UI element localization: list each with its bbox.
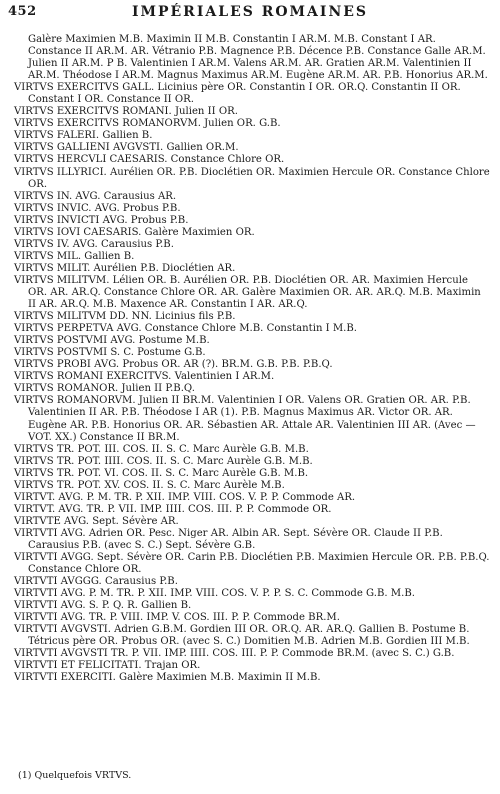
list-item: VIRTVS EXERCITVS ROMANORVM. Julien OR. G.B. — [14, 118, 281, 130]
list-item: Galère Maximien M.B. Maximin II M.B. Constantin I AR.M. M.B. Constant I AR. Constance II AR.M. AR. Vétranio P.B. Magnence P.B. Décence P.B. Constance Galle AR.M. Julien II AR.M. P B. Valentinien I AR.M. Valens AR.M. AR. Gratien AR.M. Valentinien II AR.M. Théodose I AR.M. Magnus Maximus AR.M. Eugène AR.M. AR. P.B. Honorius AR.M. — [28, 34, 488, 82]
list-item: VIRTVTI EXERCITI. Galère Maximien M.B. Maximin II M.B. — [14, 672, 321, 684]
list-item: VIRTVTI AVG. P. M. TR. P. XII. IMP. VIII. COS. V. P. P. S. C. Commode G.B. M.B. — [14, 588, 415, 600]
page-title: IMPÉRIALES ROMAINES — [131, 4, 369, 20]
list-item: VIRTVS TR. POT. III. COS. II. S. C. Marc Aurèle G.B. M.B. — [14, 443, 309, 455]
page-number: 452 — [8, 4, 37, 19]
list-item: VIRTVS EXERCITVS ROMANI. Julien II OR. — [14, 106, 238, 118]
list-item: VIRTVS HERCVLI CAESARIS. Constance Chlore OR. — [14, 154, 285, 166]
list-item: VIRTVTI AVGVSTI TR. P. VII. IMP. IIII. COS. III. P. P. Commode BR.M. (avec S. C.) G.B. — [14, 648, 455, 660]
list-item: VIRTVTI AVG. Adrien OR. Pesc. Niger AR. Albin AR. Sept. Sévère OR. Claude II P.B. Carausius P.B. (avec S. C.) Sept. Sévère G.B. — [14, 527, 443, 551]
list-item: VIRTVS TR. POT. IIII. COS. II. S. C. Marc Aurèle G.B. M.B. — [14, 455, 313, 467]
list-item: VIRTVS EXERCITVS GALL. Licinius père OR. Constantin I OR. OR.Q. Constantin II OR. Constant I OR. Constance II OR. — [14, 82, 461, 106]
list-item: VIRTVS PROBI AVG. Probus OR. AR (?). BR.M. G.B. P.B. P.B.Q. — [14, 359, 333, 371]
list-item: VIRTVS POSTVMI AVG. Postume M.B. — [14, 335, 210, 347]
list-item: VIRTVS FALERI. Gallien B. — [14, 130, 153, 142]
list-item: VIRTVTI AVG. TR. P. VIII. IMP. V. COS. III. P. P. Commode BR.M. — [14, 612, 340, 624]
list-item: VIRTVTI AVG. S. P. Q. R. Gallien B. — [14, 600, 192, 612]
list-item: VIRTVS IN. AVG. Carausius AR. — [14, 190, 177, 202]
list-item: VIRTVT. AVG. P. M. TR. P. XII. IMP. VIII. COS. V. P. P. Commode AR. — [14, 491, 356, 503]
list-item: VIRTVS ROMANI EXERCITVS. Valentinien I AR.M. — [14, 371, 275, 383]
list-item: VIRTVT. AVG. TR. P. VII. IMP. IIII. COS. III. P. P. Commode OR. — [14, 503, 332, 515]
list-item: VIRTVS TR. POT. XV. COS. II. S. C. Marc Aurèle M.B. — [14, 479, 285, 491]
list-item: VIRTVS MIL. Gallien B. — [14, 250, 135, 262]
list-item: VIRTVS MILIT. Aurélien P.B. Dioclétien AR. — [14, 262, 236, 274]
list-item: VIRTVS ILLYRICI. Aurélien OR. P.B. Dioclétien OR. Maximien Hercule OR. Constance Chlore OR. — [14, 166, 490, 190]
list-item: VIRTVS MILITVM DD. NN. Licinius fils P.B. — [14, 311, 236, 323]
footnote: (1) Quelquefois VRTVS. — [18, 770, 132, 781]
list-item: VIRTVS ROMANORVM. Julien II BR.M. Valentinien I OR. Valens OR. Gratien OR. AR. P.B. Valentinien II AR. P.B. Théodose I AR (1). P.B. Magnus Maximus AR. Victor OR. AR. Eugène AR. P.B. Honorius OR. AR. Sébastien AR. Attale AR. Valentinien III AR. (Avec — VOT. XX.) Constance II BR.M. — [14, 395, 476, 443]
list-item: VIRTVTI AVGVSTI. Adrien G.B.M. Gordien III OR. OR.Q. AR. AR.Q. Gallien B. Postume B. Tétricus père OR. Probus OR. (avec S. C.) Domitien M.B. Adrien M.B. Gordien III M.B. — [14, 624, 470, 648]
list-item: VIRTVS IV. AVG. Carausius P.B. — [14, 238, 174, 250]
list-item: VIRTVS MILITVM. Lélien OR. B. Aurélien OR. P.B. Dioclétien OR. AR. Maximien Hercule OR. AR. AR.Q. Constance Chlore OR. AR. Galère Maximien OR. AR. AR.Q. M.B. Maximin II AR. AR.Q. M.B. Maxence AR. Constantin I AR. AR.Q. — [14, 274, 481, 311]
list-item: VIRTVS TR. POT. VI. COS. II. S. C. Marc Aurèle G.B. M.B. — [14, 467, 309, 479]
list-item: VIRTVS POSTVMI S. C. Postume G.B. — [14, 347, 206, 359]
list-item: VIRTVS ROMANOR. Julien II P.B.Q. — [14, 383, 195, 395]
list-item: VIRTVTI ET FELICITATI. Trajan OR. — [14, 660, 201, 672]
list-item: VIRTVTE AVG. Sept. Sévère AR. — [14, 515, 179, 527]
list-item: VIRTVS IOVI CAESARIS. Galère Maximien OR. — [14, 226, 255, 238]
entry-list — [14, 34, 490, 685]
list-item: VIRTVS PERPETVA AVG. Constance Chlore M.B. Constantin I M.B. — [14, 323, 358, 335]
list-item: VIRTVTI AVGGG. Carausius P.B. — [14, 576, 178, 588]
list-item: VIRTVS INVICTI AVG. Probus P.B. — [14, 214, 189, 226]
list-item: VIRTVS INVIC. AVG. Probus P.B. — [14, 202, 181, 214]
list-item: VIRTVTI AVGG. Sept. Sévère OR. Carin P.B. Dioclétien P.B. Maximien Hercule OR. P.B. P.B.Q. Constance Chlore OR. — [14, 552, 490, 576]
page-header — [8, 4, 492, 22]
list-item: VIRTVS GALLIENI AVGVSTI. Gallien OR.M. — [14, 142, 239, 154]
